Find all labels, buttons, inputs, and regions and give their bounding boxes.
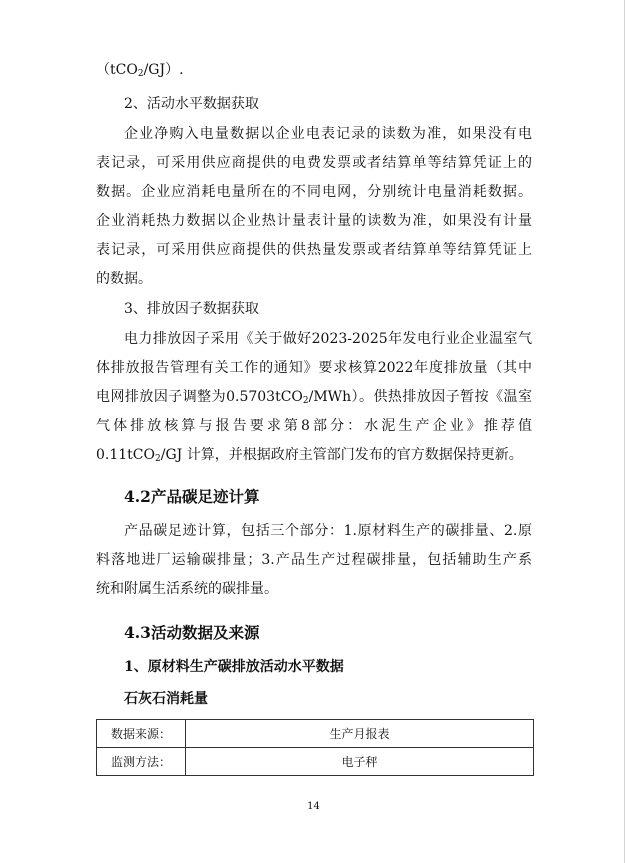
table-value: 电子秤 xyxy=(186,748,534,776)
table-row xyxy=(97,720,534,748)
section-heading-4-3: 4.3活动数据及来源 xyxy=(124,623,260,642)
subheading-raw-material: 1、原材料生产碳排放活动水平数据 xyxy=(124,659,344,675)
paragraph-line: 表记录，可采用供应商提供的供热量发票或者结算单等结算凭证上 xyxy=(96,242,532,258)
paragraph-line: 产品碳足迹计算，包括三个部分：1.原材料生产的碳排量、2.原 xyxy=(124,523,532,539)
paragraph-line: 气体排放核算与报告要求第8部分：水泥生产企业》推荐值 xyxy=(96,418,532,434)
paragraph-line: 0.11tCO$_2$/GJ 计算，并根据政府主管部门发布的官方数据保持更新。 xyxy=(96,447,523,464)
paragraph-line: 体排放报告管理有关工作的通知》要求核算2022年度排放量（其中 xyxy=(96,360,532,376)
paragraph-line: 料落地进厂运输碳排量；3.产品生产过程碳排量，包括辅助生产系 xyxy=(96,552,532,568)
data-source-table xyxy=(96,719,534,776)
section-heading-4-2: 4.2产品碳足迹计算 xyxy=(124,487,260,506)
heading-emission-factor: 3、排放因子数据获取 xyxy=(124,301,259,317)
page-number: 14 xyxy=(307,801,320,812)
paragraph-line: 表记录，可采用供应商提供的电费发票或者结算单等结算凭证上的 xyxy=(96,155,532,171)
paragraph-line: 统和附属生活系统的碳排量。 xyxy=(96,581,278,597)
paragraph-line: 电力排放因子采用《关于做好2023-2025年发电行业企业温室气 xyxy=(124,331,532,347)
page-edge xyxy=(624,0,625,863)
paragraph-line: 企业净购入电量数据以企业电表记录的读数为准，如果没有电 xyxy=(124,126,532,142)
paragraph-line: 企业消耗热力数据以企业热计量表计量的读数为准，如果没有计量 xyxy=(96,213,532,229)
table-value: 生产月报表 xyxy=(186,720,534,748)
paragraph-line: 数据。企业应消耗电量所在的不同电网，分别统计电量消耗数据。 xyxy=(96,184,532,200)
table-row xyxy=(97,748,534,776)
table-key: 监测方法： xyxy=(97,748,186,776)
unit-line: （tCO$_2$/GJ）. xyxy=(96,62,184,79)
subheading-limestone: 石灰石消耗量 xyxy=(124,691,208,707)
heading-activity-data: 2、活动水平数据获取 xyxy=(124,96,259,112)
paragraph-line: 电网排放因子调整为0.5703tCO$_2$/MWh）。供热排放因子暂按《温室 xyxy=(96,389,532,406)
paragraph-line: 的数据。 xyxy=(96,271,152,287)
table-key: 数据来源： xyxy=(97,720,186,748)
